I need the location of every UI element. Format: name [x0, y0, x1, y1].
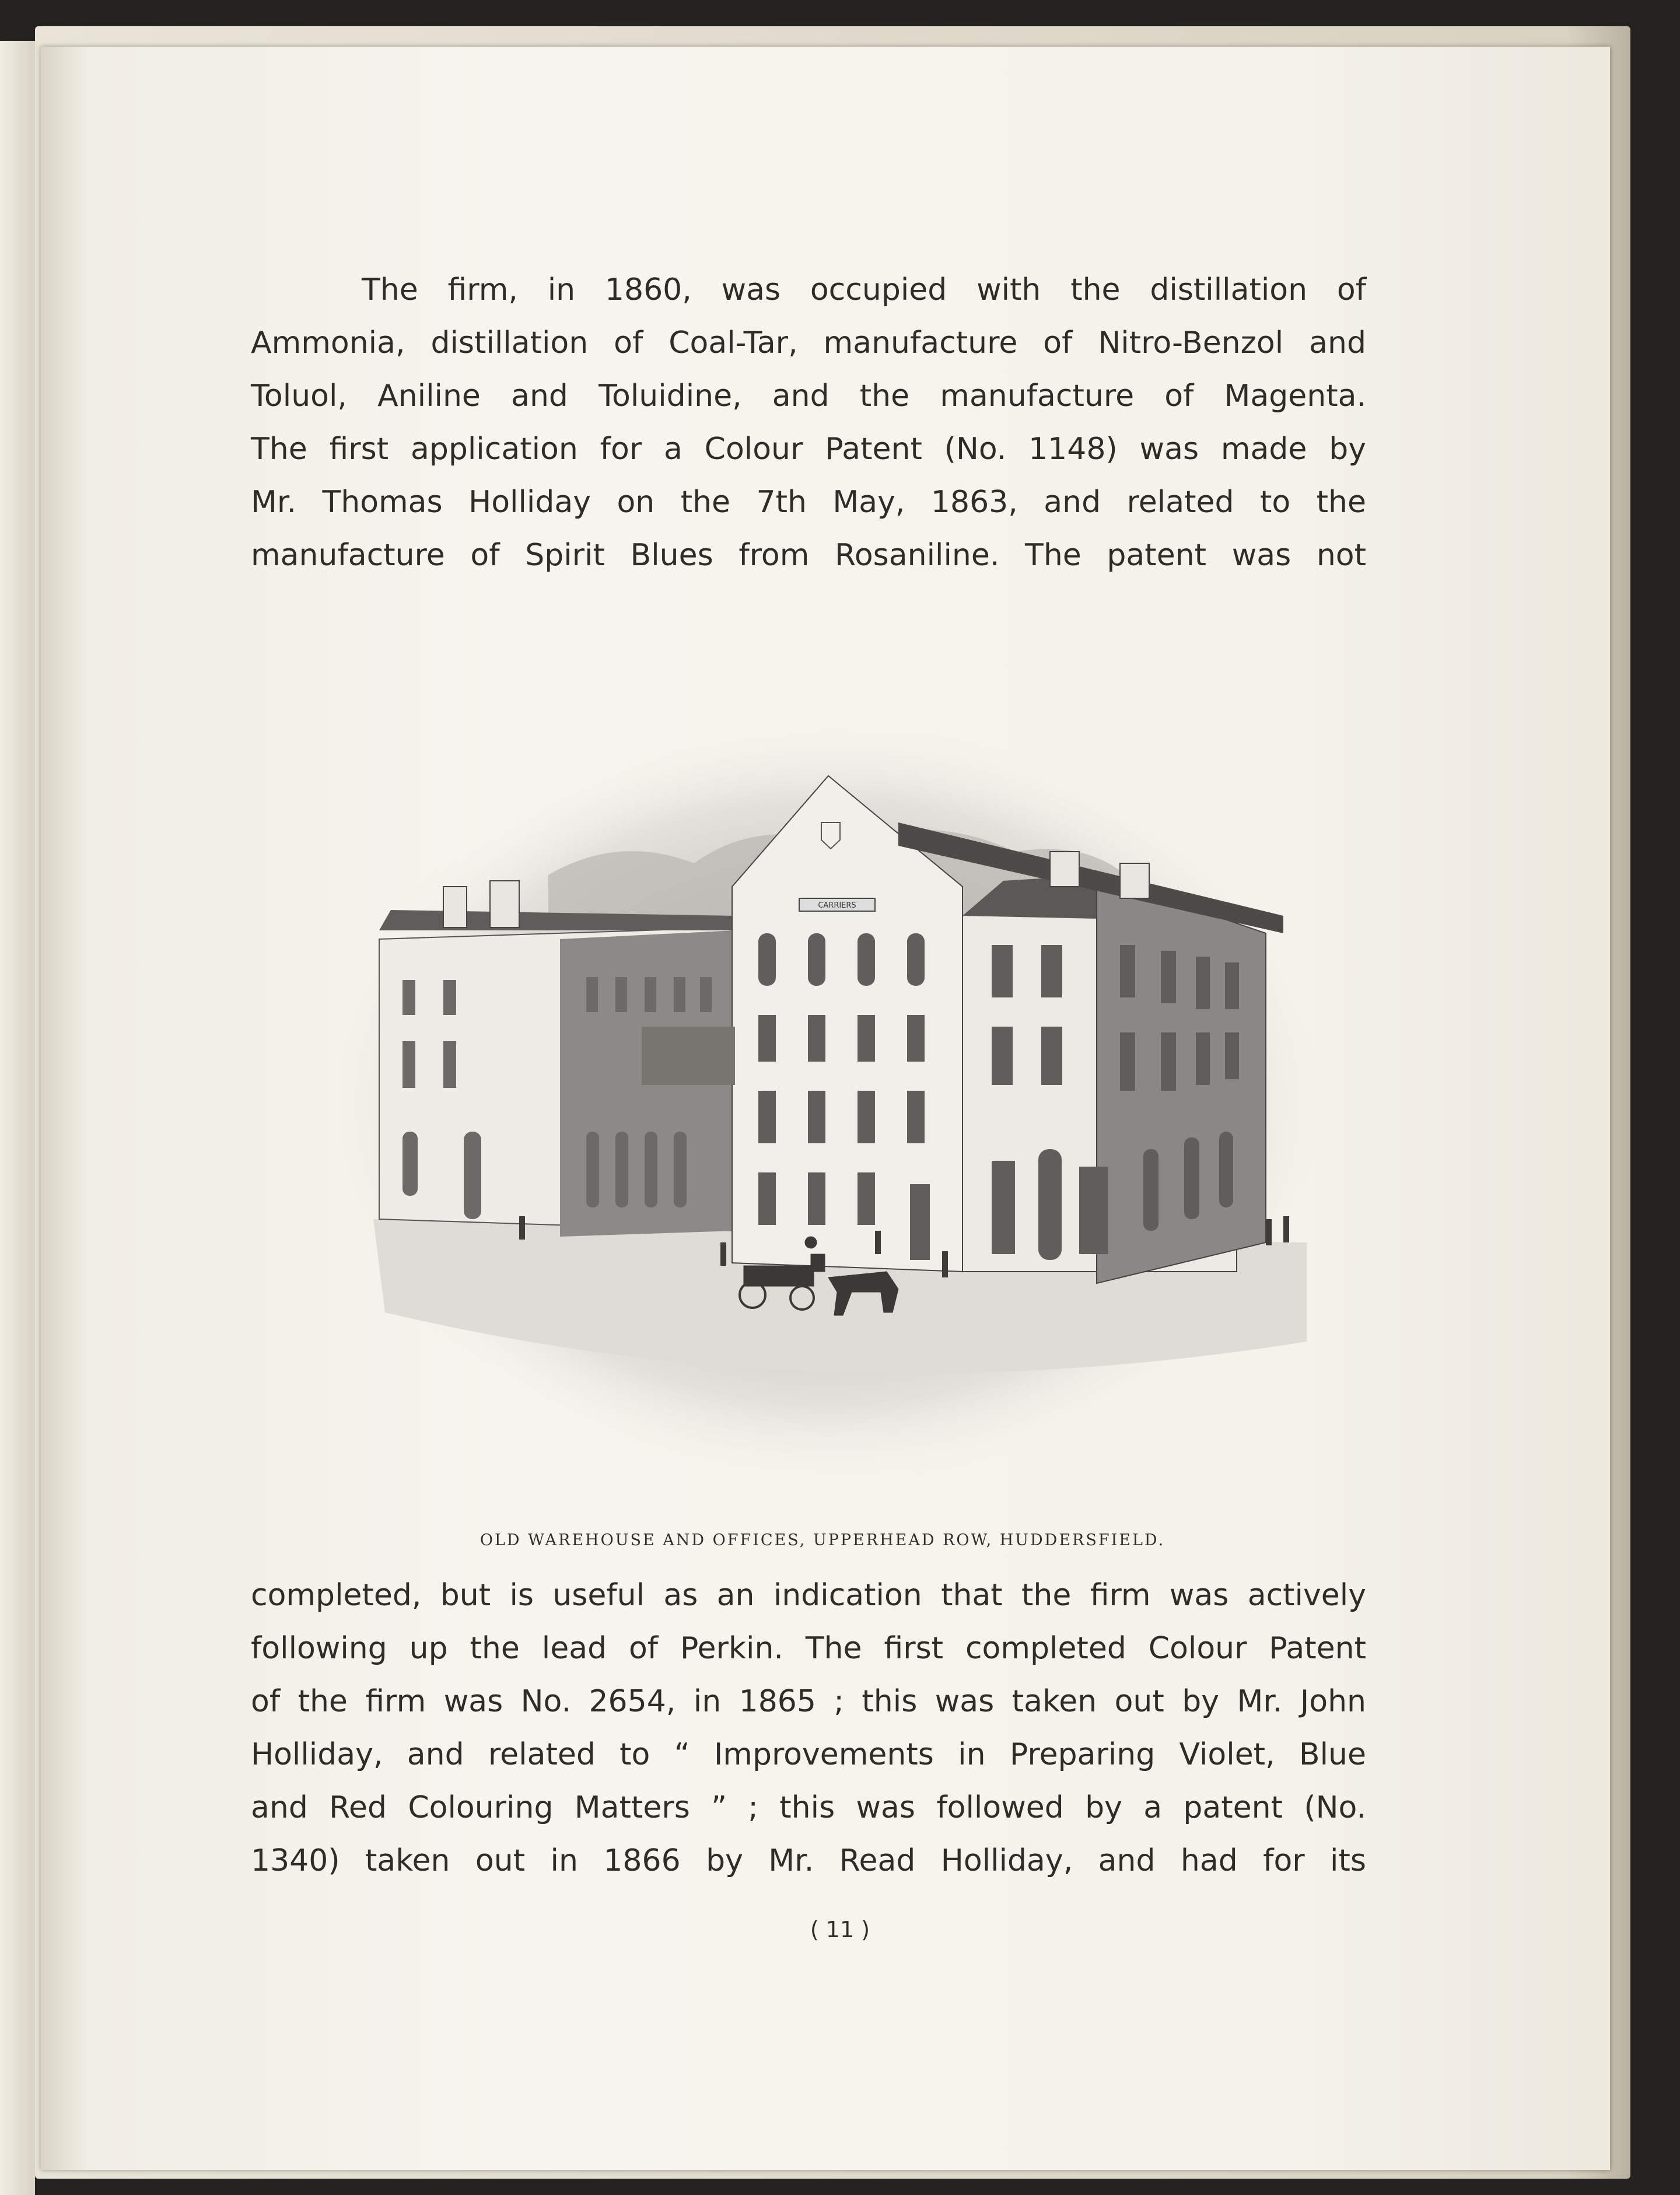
- paragraph-top: [251, 264, 1366, 582]
- text-line: The firm, in 1860, was occupied with the distillation of: [362, 272, 1366, 307]
- text-line: and Red Colouring Matters ” ; this was followed by a patent (No.: [251, 1790, 1366, 1825]
- text-line: Toluol, Aniline and Toluidine, and the manufacture of Magenta.: [251, 379, 1366, 414]
- paragraph-bottom: [251, 1569, 1366, 1888]
- text-line: manufacture of Spirit Blues from Rosaniline. The patent was not: [251, 538, 1366, 573]
- facing-page-edge: [0, 41, 35, 2195]
- illustration-caption: OLD WAREHOUSE AND OFFICES, UPPERHEAD ROW, HUDDERSFIELD.: [480, 1531, 1166, 1549]
- text-line: completed, but is useful as an indication that the firm was actively: [251, 1578, 1366, 1613]
- text-line: 1340) taken out in 1866 by Mr. Read Holliday, and had for its: [251, 1843, 1366, 1878]
- text-line: Holliday, and related to “ Improvements in Preparing Violet, Blue: [251, 1737, 1366, 1772]
- page-number: ( 11 ): [810, 1917, 870, 1942]
- text-line: of the firm was No. 2654, in 1865 ; this was taken out by Mr. John: [251, 1684, 1366, 1719]
- text-line: Ammonia, distillation of Coal-Tar, manufacture of Nitro-Benzol and: [251, 325, 1366, 360]
- warehouse-illustration: [315, 729, 1342, 1493]
- text-line: following up the lead of Perkin. The first completed Colour Patent: [251, 1631, 1366, 1666]
- text-line: Mr. Thomas Holliday on the 7th May, 1863, and related to the: [251, 485, 1366, 520]
- carriers-sign-text: CARRIERS: [818, 901, 856, 910]
- text-line: The first application for a Colour Patent (No. 1148) was made by: [251, 432, 1366, 467]
